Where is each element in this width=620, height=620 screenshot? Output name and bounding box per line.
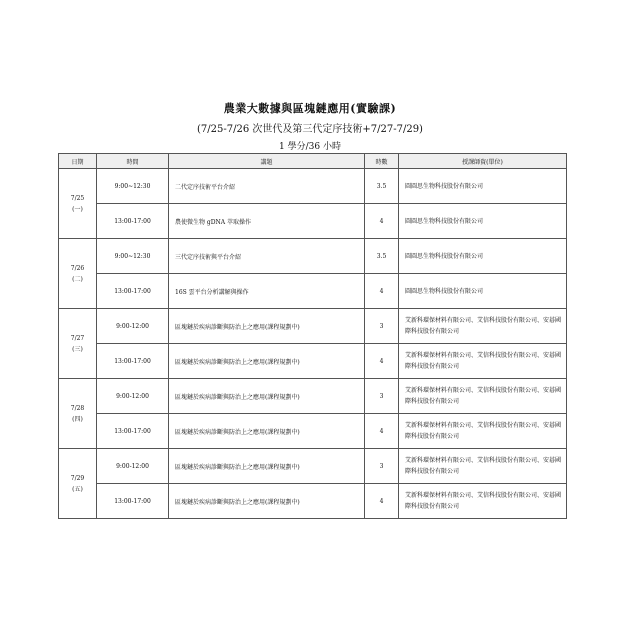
table-row — [59, 414, 567, 449]
weekday-text: (三) — [72, 345, 83, 353]
hours-cell: 3.5 — [365, 239, 399, 274]
hours-cell: 4 — [365, 274, 399, 309]
table-row — [59, 484, 567, 519]
date-text: 7/28 — [70, 404, 85, 412]
weekday-text: (一) — [72, 205, 83, 213]
table-row — [59, 344, 567, 379]
instructor-cell: 圓圓思生物科技股份有限公司 — [399, 239, 567, 274]
time-cell: 13:00-17:00 — [97, 204, 169, 239]
date-cell — [59, 239, 97, 309]
topic-cell: 16S 雲平台分析講解與操作 — [169, 274, 365, 309]
schedule-table-body — [59, 169, 567, 519]
topic-cell: 農使微生物 gDNA 萃取操作 — [169, 204, 365, 239]
time-cell: 9:00-12:00 — [97, 309, 169, 344]
hours-cell: 4 — [365, 414, 399, 449]
date-text: 7/29 — [70, 474, 85, 482]
time-cell: 13:00-17:00 — [97, 274, 169, 309]
hours-cell: 4 — [365, 484, 399, 519]
table-row — [59, 449, 567, 484]
table-row — [59, 379, 567, 414]
header-date: 日期 — [59, 154, 97, 169]
topic-cell: 二代定序技術平台介紹 — [169, 169, 365, 204]
table-row — [59, 169, 567, 204]
date-cell — [59, 449, 97, 519]
hours-cell: 4 — [365, 204, 399, 239]
table-row — [59, 204, 567, 239]
hours-cell: 3 — [365, 379, 399, 414]
table-row — [59, 309, 567, 344]
instructor-cell: 艾新科環保材料有限公司、艾信科技股份有限公司、安碁國際科技股份有限公司 — [399, 484, 567, 519]
header-row — [59, 154, 567, 169]
date-text: 7/26 — [70, 264, 85, 272]
date-cell — [59, 379, 97, 449]
instructor-cell: 圓圓思生物科技股份有限公司 — [399, 169, 567, 204]
instructor-cell: 艾新科環保材料有限公司、艾信科技股份有限公司、安碁國際科技股份有限公司 — [399, 309, 567, 344]
date-cell — [59, 169, 97, 239]
credits-line: 1 學分/36 小時 — [279, 142, 341, 152]
hours-cell: 3 — [365, 449, 399, 484]
hours-cell: 3.5 — [365, 169, 399, 204]
topic-cell: 區塊鏈於疾病診斷與防治上之應用(課程規劃中) — [169, 344, 365, 379]
time-cell: 9:00-12:00 — [97, 379, 169, 414]
instructor-cell: 艾新科環保材料有限公司、艾信科技股份有限公司、安碁國際科技股份有限公司 — [399, 449, 567, 484]
header-time: 時間 — [97, 154, 169, 169]
topic-cell: 區塊鏈於疾病診斷與防治上之應用(課程規劃中) — [169, 449, 365, 484]
time-cell: 13:00-17:00 — [97, 484, 169, 519]
instructor-cell: 圓圓思生物科技股份有限公司 — [399, 274, 567, 309]
instructor-cell: 艾新科環保材料有限公司、艾信科技股份有限公司、安碁國際科技股份有限公司 — [399, 379, 567, 414]
header-topic: 講題 — [169, 154, 365, 169]
time-cell: 13:00-17:00 — [97, 344, 169, 379]
time-cell: 9:00~12:30 — [97, 239, 169, 274]
weekday-text: (五) — [72, 485, 83, 493]
instructor-cell: 艾新科環保材料有限公司、艾信科技股份有限公司、安碁國際科技股份有限公司 — [399, 414, 567, 449]
table-row — [59, 239, 567, 274]
page-subtitle: (7/25-7/26 次世代及第三代定序技術+7/27-7/29) — [197, 124, 423, 135]
hours-cell: 4 — [365, 344, 399, 379]
hours-cell: 3 — [365, 309, 399, 344]
instructor-cell: 艾新科環保材料有限公司、艾信科技股份有限公司、安碁國際科技股份有限公司 — [399, 344, 567, 379]
weekday-text: (二) — [72, 275, 83, 283]
header-instructor: 授課師資(單位) — [399, 154, 567, 169]
schedule-table-header — [59, 154, 567, 169]
page-title: 農業大數據與區塊鏈應用(實驗課) — [223, 102, 397, 115]
date-text: 7/27 — [70, 334, 85, 342]
date-cell — [59, 309, 97, 379]
topic-cell: 區塊鏈於疾病診斷與防治上之應用(課程規劃中) — [169, 309, 365, 344]
topic-cell: 區塊鏈於疾病診斷與防治上之應用(課程規劃中) — [169, 414, 365, 449]
topic-cell: 區塊鏈於疾病診斷與防治上之應用(課程規劃中) — [169, 379, 365, 414]
topic-cell: 三代定序技術與平台介紹 — [169, 239, 365, 274]
time-cell: 9:00-12:00 — [97, 449, 169, 484]
topic-cell: 區塊鏈於疾病診斷與防治上之應用(課程規劃中) — [169, 484, 365, 519]
date-text: 7/25 — [70, 194, 85, 202]
instructor-cell: 圓圓思生物科技股份有限公司 — [399, 204, 567, 239]
time-cell: 13:00-17:00 — [97, 414, 169, 449]
schedule-table — [58, 153, 567, 519]
header-hours: 時數 — [365, 154, 399, 169]
time-cell: 9:00~12:30 — [97, 169, 169, 204]
table-row — [59, 274, 567, 309]
weekday-text: (四) — [72, 415, 83, 423]
